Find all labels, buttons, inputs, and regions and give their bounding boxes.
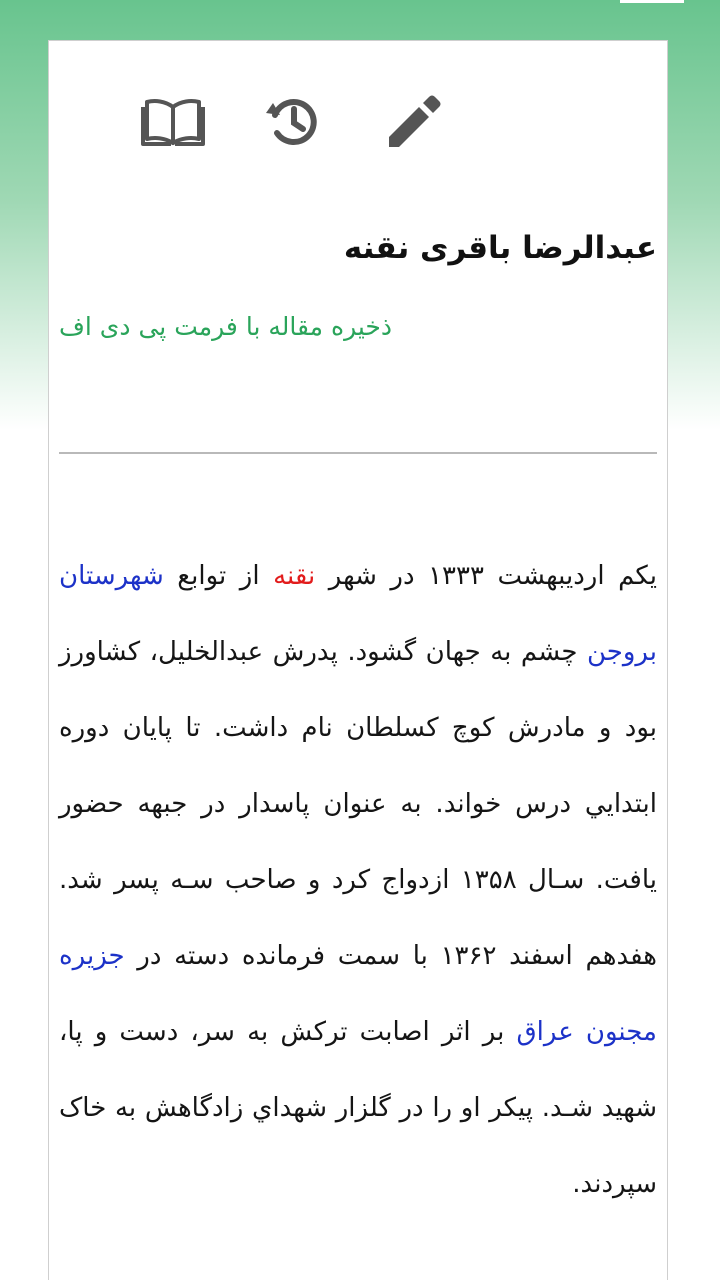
article-title: عبدالرضا باقری نقنه [343,230,657,266]
history-icon [263,91,323,151]
top-edge-stub [620,0,684,3]
article-text-part: یکم اردیبهشت ۱۳۳۳ در شهر [315,561,658,591]
edit-button[interactable] [381,89,445,153]
article-text-part: از توابع [163,561,274,591]
article-text-part: بر اثر اصابت ترکش به سر، دست و پا، شهید شـد. پیکر او را در گلزار شهداي زادگاهش به خاک سپردند. [59,1017,657,1199]
pencil-edit-icon [383,91,443,151]
read-button[interactable] [141,89,205,153]
link-borujen-county[interactable]: شهرستان بروجن [59,561,657,667]
book-open-icon [141,93,205,149]
article-body [59,538,657,1222]
link-naghneh[interactable]: نقنه [273,561,316,591]
link-majnoon-island[interactable]: جزيره مجنون عراق [59,941,657,1047]
article-toolbar [49,89,667,153]
article-card [48,40,668,1280]
section-divider [59,452,657,454]
history-button[interactable] [261,89,325,153]
save-as-pdf-link[interactable]: ذخیره مقاله با فرمت پی دی اف [59,312,392,341]
article-text-part: چشم به جهان گشود. پدرش عبدالخلیل، کشاورز بود و مادرش کوچ کسلطان نام داشت. تا پایان دوره ابتدايي درس خواند. به عنوان پاسدار در جبهه حضور یافت. سـال ۱۳۵۸ ازدواج کرد و صاحب سـه پسر شد. هفدهم اسفند ۱۳۶۲ با سمت فرمانده دسته در [59,637,657,971]
